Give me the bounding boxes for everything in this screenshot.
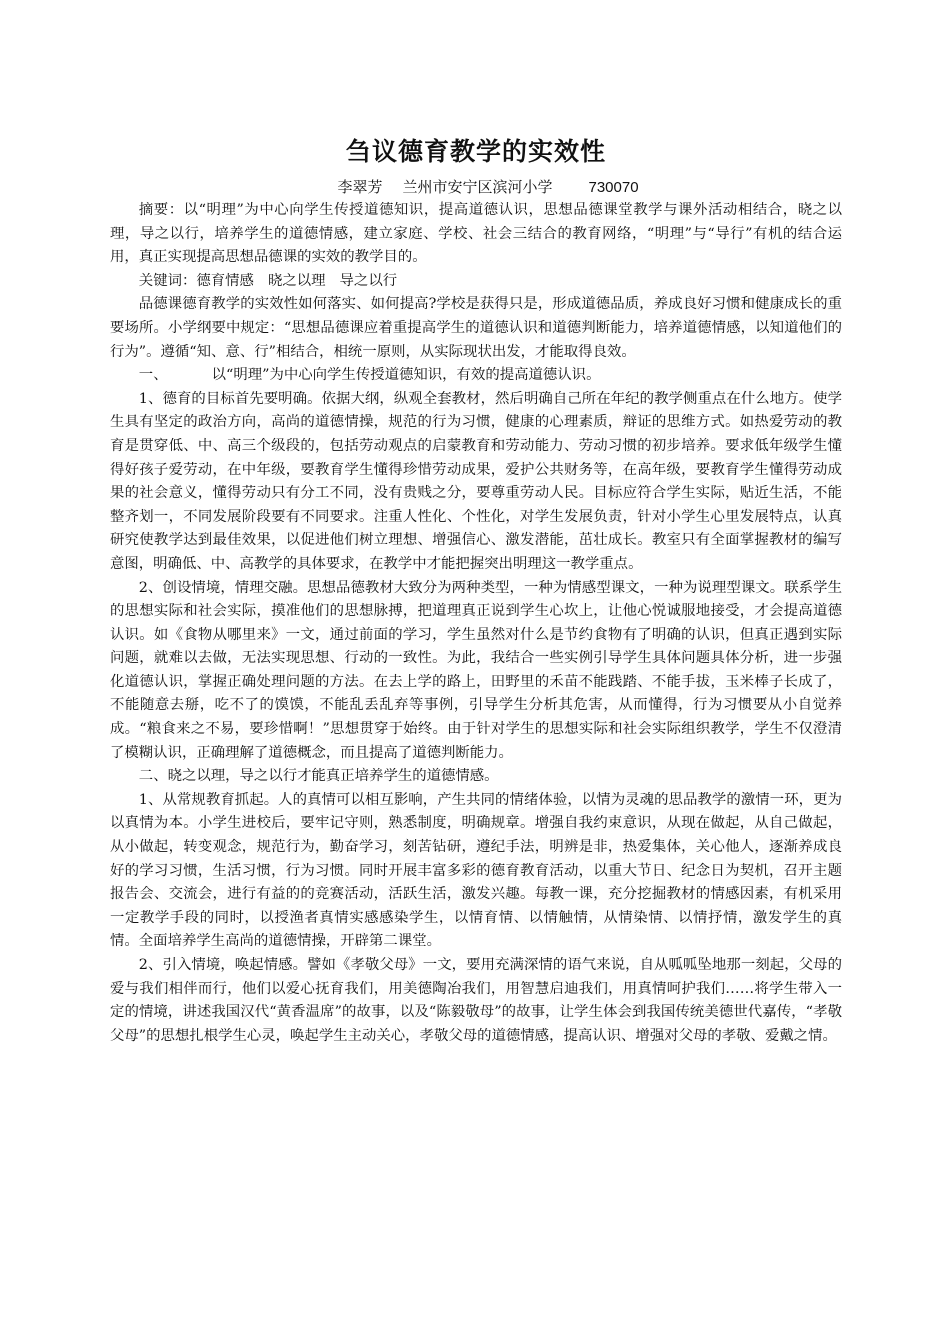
section-title: 以“明理”为中心向学生传授道德知识，有效的提高道德认识。 — [211, 367, 601, 384]
keywords-label: 关键词： — [138, 272, 197, 289]
postcode: 730070 — [588, 179, 639, 196]
body-paragraph: 1、德育的目标首先要明确。依据大纲，纵观全套教材，然后明确自己所在年纪的教学侧重点在什么地方。使学生具有坚定的政治方向，高尚的道德情操，规范的行为习惯，健康的心理素质，辩证的思维方式。如热爱劳动的教育是贯穿低、中、高三个级段的，包括劳动观点的启蒙教育和劳动能力、劳动习惯的初步培养。要求低年级学生懂得好孩子爱劳动，在中年级，要教育学生懂得珍惜劳动成果，爱护公共财务等，在高年级，要教育学生懂得劳动成果的社会意义，懂得劳动只有分工不同，没有贵贱之分，要尊重劳动人民。目标应符合学生实际，贴近生活，不能整齐划一，不同发展阶段要有不同要求。注重人性化、个性化，对学生发展负责，针对小学生心里发展特点，认真研究使教学达到最佳效果，以促进他们树立理想、增强信心、激发潜能，茁壮成长。教室只有全面掌握教材的编写意图，明确低、中、高教学的具体要求，在教学中才能把握突出明理这一教学重点。 — [110, 390, 842, 572]
author-affiliation: 兰州市安宁区滨河小学 — [402, 178, 553, 196]
keyword: 导之以行 — [339, 272, 398, 289]
keyword: 德育情感 — [196, 272, 254, 289]
author-line — [110, 176, 842, 199]
section-heading-2: 二、晓之以理，导之以行才能真正培养学生的道德情感。 — [138, 768, 499, 785]
document-page — [110, 0, 842, 1344]
abstract-paragraph: 摘要：以“明理”为中心向学生传授道德知识，提高道德认识，思想品德课堂教学与课外活动相结合，晓之以理，导之以行，培养学生的道德情感，建立家庭、学校、社会三结合的教育网络，“明理”与“导行”有机的结合运用，真正实现提高思想品德课的实效的教学目的。 — [110, 202, 842, 266]
section-heading-1 — [110, 364, 842, 388]
keyword: 晓之以理 — [267, 272, 326, 289]
intro-paragraph: 品德课德育教学的实效性如何落实、如何提高?学校是获得只是，形成道德品质，养成良好习惯和健康成长的重要场所。小学纲要中规定：“思想品德课应着重提高学生的道德认识和道德判断能力，培养道德情感，以知道他们的行为”。遵循“知、意、行”相结合，相统一原则，从实际现状出发，才能取得良效。 — [110, 296, 842, 360]
body-paragraph: 1、从常规教育抓起。人的真情可以相互影响，产生共同的情绪体验，以情为灵魂的思品教学的激情一环，更为以真情为本。小学生进校后，要牢记守则，熟悉制度，明确规章。增强自我约束意识，从现在做起，从自己做起，从小做起，转变观念，规范行为，勤奋学习，刻苦钻研，遵纪手法，明辨是非，热爱集体，关心他人，逐渐养成良好的学习习惯，生活习惯，行为习惯。同时开展丰富多彩的德育教育活动，以重大节日、纪念日为契机，召开主题报告会、交流会，进行有益的的竞赛活动，活跃生活，激发兴趣。每教一课，充分挖掘教材的情感因素，有机采用一定教学手段的同时，以授渔者真情实感感染学生，以情育情、以情触情，从情染情、以情抒情，激发学生的真情。全面培养学生高尚的道德情操，开辟第二课堂。 — [110, 791, 842, 950]
document-title: 刍议德育教学的实效性 — [345, 137, 606, 166]
body-paragraph: 2、创设情境，情理交融。思想品德教材大致分为两种类型，一种为情感型课文，一种为说理型课文。联系学生的思想实际和社会实际，摸准他们的思想脉搏，把道理真正说到学生心坎上，让他心悦诚服地接受，才会提高道德认识。如《食物从哪里来》一文，通过前面的学习，学生虽然对什么是节约食物有了明确的认识，但真正遇到实际问题，就难以去做，无法实现思想、行动的一致性。为此，我结合一些实例引导学生具体问题具体分析，进一步强化道德认识，掌握正确处理问题的方法。在去上学的路上，田野里的禾苗不能践踏、不能手拔，玉米棒子长成了，不能随意去掰，吃不了的馍馍，不能乱丢乱弃等事例，引导学生分析其危害，从而懂得，行为习惯要从小自觉养成。“粮食来之不易，要珍惜啊！”思想贯穿于始终。由于针对学生的思想实际和社会实际组织教学，学生不仅澄清了模糊认识，正确理解了道德概念，而且提高了道德判断能力。 — [110, 579, 842, 761]
section-number: 一、 — [138, 367, 168, 384]
body-paragraph: 2、引入情境，唤起情感。譬如《孝敬父母》一文，要用充满深情的语气来说，自从呱呱坠地那一刻起，父母的爱与我们相伴而行，他们以爱心抚育我们，用美德陶冶我们，用智慧启迪我们，用真情呵护我们……将学生带入一定的情境，讲述我国汉代“黄香温席”的故事，以及“陈毅敬母”的故事，让学生体会到我国传统美德世代嘉传，“孝敬父母”的思想扎根学生心灵，唤起学生主动关心，孝敬父母的道德情感，提高认识、增强对父母的孝敬、爱戴之情。 — [110, 957, 842, 1044]
author-name: 李翠芳 — [337, 178, 383, 196]
keywords-line — [110, 270, 842, 294]
